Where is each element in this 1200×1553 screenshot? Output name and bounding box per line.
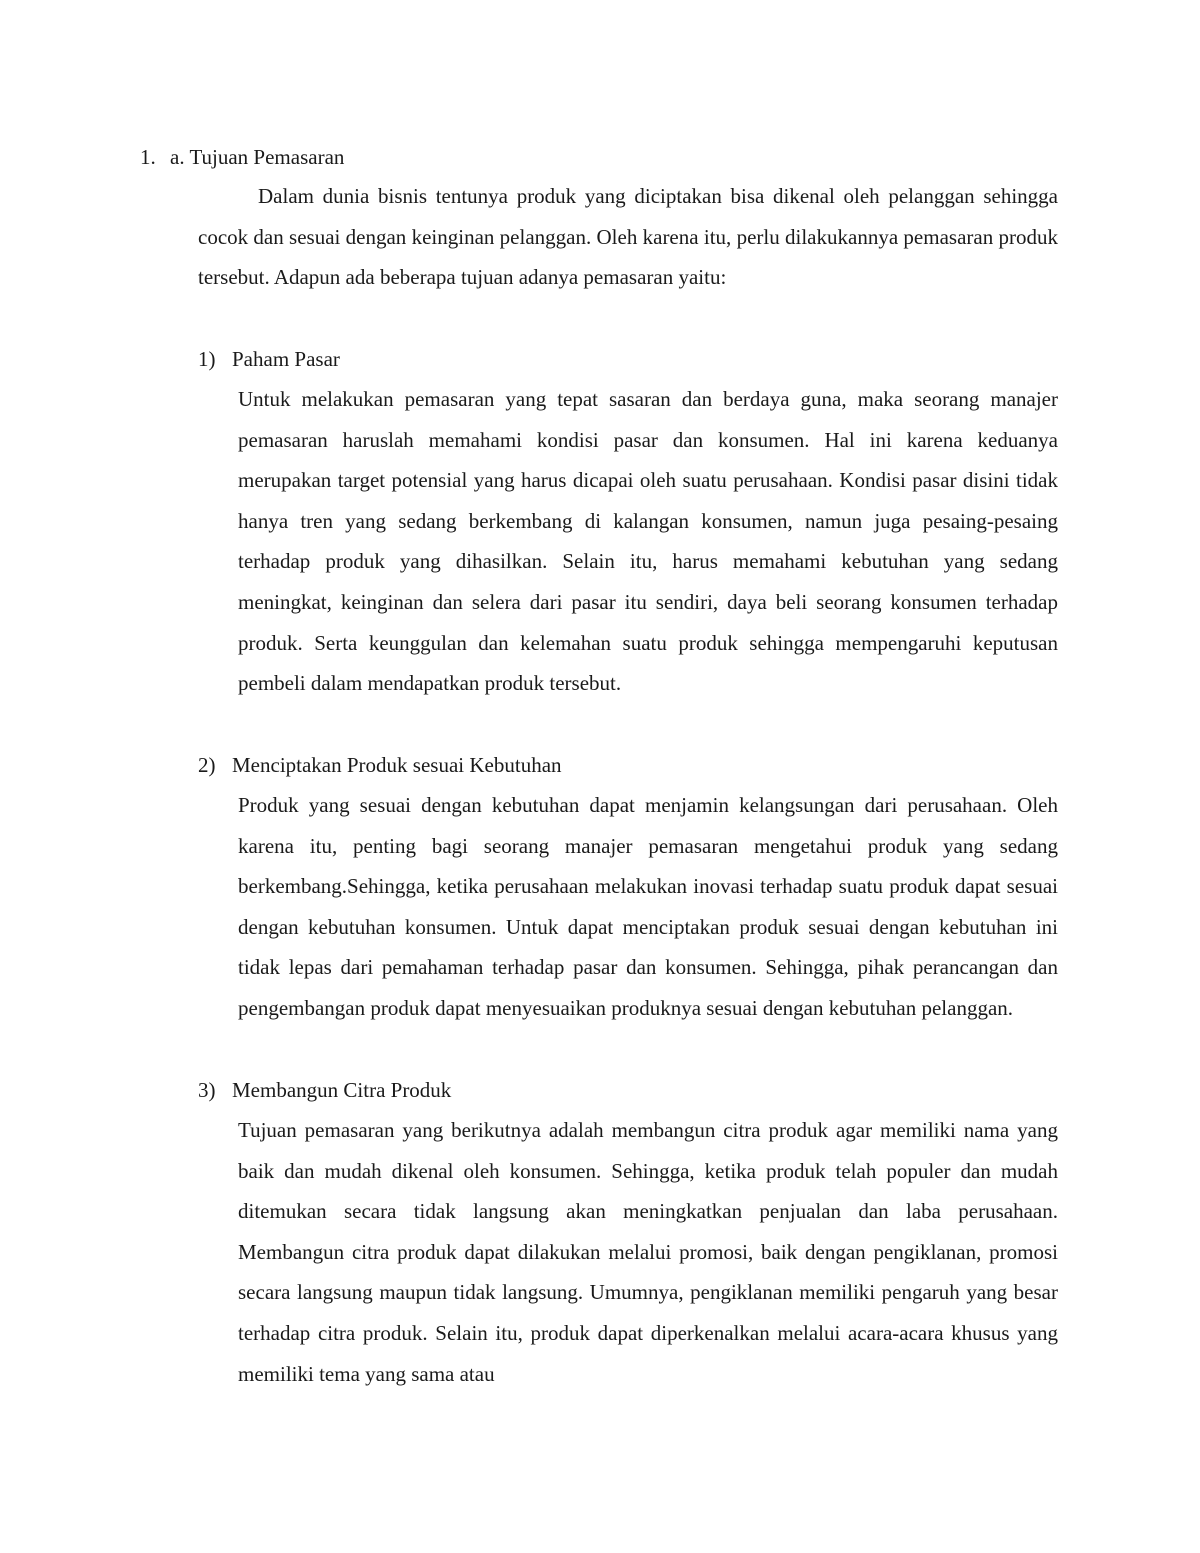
item-3-number: 3) (198, 1078, 216, 1102)
section-number: 1. (140, 145, 156, 169)
item-1-body: Untuk melakukan pemasaran yang tepat sasaran dan berdaya guna, maka seorang manajer pemasaran haruslah memahami kondisi pasar dan konsumen. Hal ini karena keduanya merupakan target potensial yang harus dicapai oleh suatu perusahaan. Kondisi pasar disini tidak hanya tren yang sedang berkembang di kalangan konsumen, namun juga pesaing-pesaing terhadap produk yang dihasilkan. Selain itu, harus memahami kebutuhan yang sedang meningkat, keinginan dan selera dari pasar itu sendiri, daya beli seorang konsumen terhadap produk. Serta keunggulan dan kelemahan suatu produk sehingga mempengaruhi keputusan pembeli dalam mendapatkan produk tersebut. (238, 387, 1058, 696)
item-1-title: Paham Pasar (232, 347, 340, 371)
item-2-body: Produk yang sesuai dengan kebutuhan dapat menjamin kelangsungan dari perusahaan. Oleh karena itu, penting bagi seorang manajer pemasaran mengetahui produk yang sedang berkembang.Sehingga, ketika perusahaan melakukan inovasi terhadap suatu produk dapat sesuai dengan kebutuhan konsumen. Untuk dapat menciptakan produk sesuai dengan kebutuhan ini tidak lepas dari pemahaman terhadap pasar dan konsumen. Sehingga, pihak perancangan dan pengembangan produk dapat menyesuaikan produknya sesuai dengan kebutuhan pelanggan. (238, 793, 1058, 1020)
item-3-title: Membangun Citra Produk (232, 1078, 452, 1102)
item-3-body: Tujuan pemasaran yang berikutnya adalah membangun citra produk agar memiliki nama yang baik dan mudah dikenal oleh konsumen. Sehingga, ketika produk telah populer dan mudah ditemukan secara tidak langsung akan meningkatkan penjualan dan laba perusahaan. Membangun citra produk dapat dilakukan melalui promosi, baik dengan pengiklanan, promosi secara langsung maupun tidak langsung. Umumnya, pengiklanan memiliki pengaruh yang besar terhadap citra produk. Selain itu, produk dapat diperkenalkan melalui acara-acara khusus yang memiliki tema yang sama atau (238, 1118, 1058, 1386)
intro-paragraph: Dalam dunia bisnis tentunya produk yang diciptakan bisa dikenal oleh pelanggan sehingga cocok dan sesuai dengan keinginan pelanggan. Oleh karena itu, perlu dilakukannya pemasaran produk tersebut. Adapun ada beberapa tujuan adanya pemasaran yaitu: (198, 184, 1058, 290)
item-1-number: 1) (198, 347, 216, 371)
item-2-number: 2) (198, 753, 216, 777)
section-heading: a. Tujuan Pemasaran (170, 145, 345, 169)
item-2-title: Menciptakan Produk sesuai Kebutuhan (232, 753, 562, 777)
